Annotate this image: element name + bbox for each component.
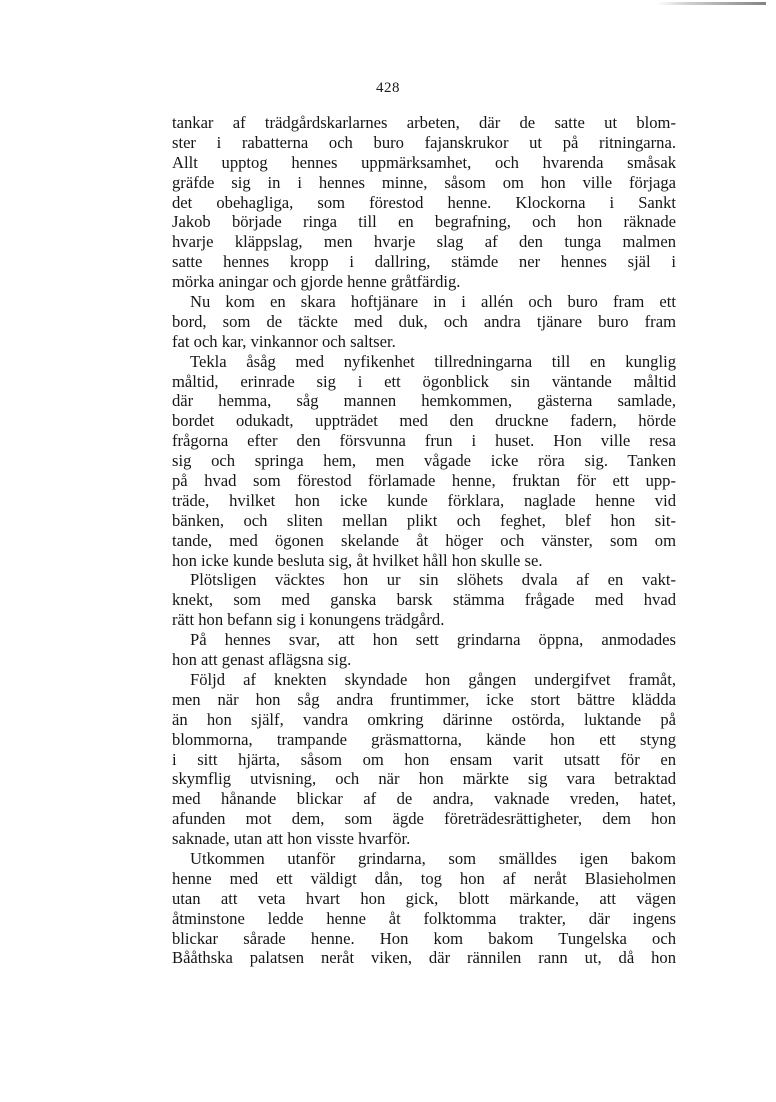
text-line: tande, med ögonen skelande åt höger och vänster, som om [172,530,676,550]
text-line: utan att veta hvart hon gick, blott märkande, att vägen [172,888,676,908]
text-line: satte hennes kropp i dallring, stämde ner hennes själ i [172,252,676,272]
text-line: på hvad som förestod förlamade henne, fruktan för ett upp- [172,471,676,491]
text-line: bänken, och sliten mellan plikt och feghet, blef hon sit- [172,510,676,530]
text-line: tankar af trädgårdskarlarnes arbeten, där de satte ut blom- [172,113,676,132]
text-line: Bååthska palatsen neråt viken, där rännilen rann ut, då hon [172,948,676,968]
text-line: saknade, utan att hon visste hvarför. [172,829,411,849]
text-line: Plötsligen väcktes hon ur sin slöhets dvala af en vakt- [190,570,676,590]
text-line: rätt hon befann sig i konungens trädgård. [172,610,445,630]
text-line: frågorna efter den försvunna frun i huset. Hon ville resa [172,431,676,451]
text-line: bordet odukadt, uppträdet med den druckne fadern, hörde [172,411,676,431]
text-line: träde, hvilket hon icke kunde förklara, naglade henne vid [172,490,676,510]
text-line: i sitt hjärta, såsom om hon ensam varit utsatt för en [172,749,676,769]
text-line: afunden mot dem, som ägde företrädesrättigheter, dem hon [172,809,676,829]
text-line: gräfde sig in i hennes minne, såsom om hon ville förjaga [172,172,676,192]
text-line: hon icke kunde besluta sig, åt hvilket håll hon skulle se. [172,550,543,570]
text-line: Jakob började ringa till en begrafning, och hon räknade [172,212,676,232]
text-line: På hennes svar, att hon sett grindarna öppna, anmodades [190,630,676,650]
text-line: det obehagliga, som förestod henne. Klockorna i Sankt [172,192,676,212]
text-line: blickar sårade henne. Hon kom bakom Tungelska och [172,928,676,948]
scan-edge-mark [656,2,766,5]
text-line: Följd af knekten skyndade hon gången undergifvet framåt, [190,669,676,689]
text-line: men när hon såg andra fruntimmer, icke stort bättre klädda [172,689,676,709]
body-text [172,113,676,968]
text-line: med hånande blickar af de andra, vaknade vreden, hatet, [172,789,676,809]
text-line: mörka aningar och gjorde henne gråtfärdig. [172,272,461,292]
text-line: sig och springa hem, men vågade icke röra sig. Tanken [172,451,676,471]
text-line: Allt upptog hennes uppmärksamhet, och hvarenda småsak [172,152,676,172]
text-line: knekt, som med ganska barsk stämma frågade med hvad [172,590,676,610]
text-line: åtminstone ledde henne åt folktomma trakter, där ingens [172,908,676,928]
text-line: Nu kom en skara hoftjänare in i allén och buro fram ett [190,292,676,312]
text-line: skymflig utvisning, och när hon märkte sig vara betraktad [172,769,676,789]
text-line: henne med ett väldigt dån, tog hon af neråt Blasieholmen [172,868,676,888]
text-line: ster i rabatterna och buro fajanskrukor ut på ritningarna. [172,132,676,152]
text-line: hvarje kläppslag, men hvarje slag af den tunga malmen [172,232,676,252]
text-line: Tekla åsåg med nyfikenhet tillredningarna till en kunglig [190,351,676,371]
text-line: fat och kar, vinkannor och saltser. [172,331,396,351]
text-line: hon att genast aflägsna sig. [172,650,352,670]
text-line: än hon själf, vandra omkring därinne ostörda, luktande på [172,709,676,729]
text-line: där hemma, såg mannen hemkommen, gästerna samlade, [172,391,676,411]
text-line: blommorna, trampande gräsmattorna, kände hon ett styng [172,729,676,749]
text-line: måltid, erinrade sig i ett ögonblick sin väntande måltid [172,371,676,391]
text-line: Utkommen utanför grindarna, som smälldes igen bakom [190,848,676,868]
text-line: bord, som de täckte med duk, och andra tjänare buro fram [172,311,676,331]
page-number: 428 [376,80,400,96]
